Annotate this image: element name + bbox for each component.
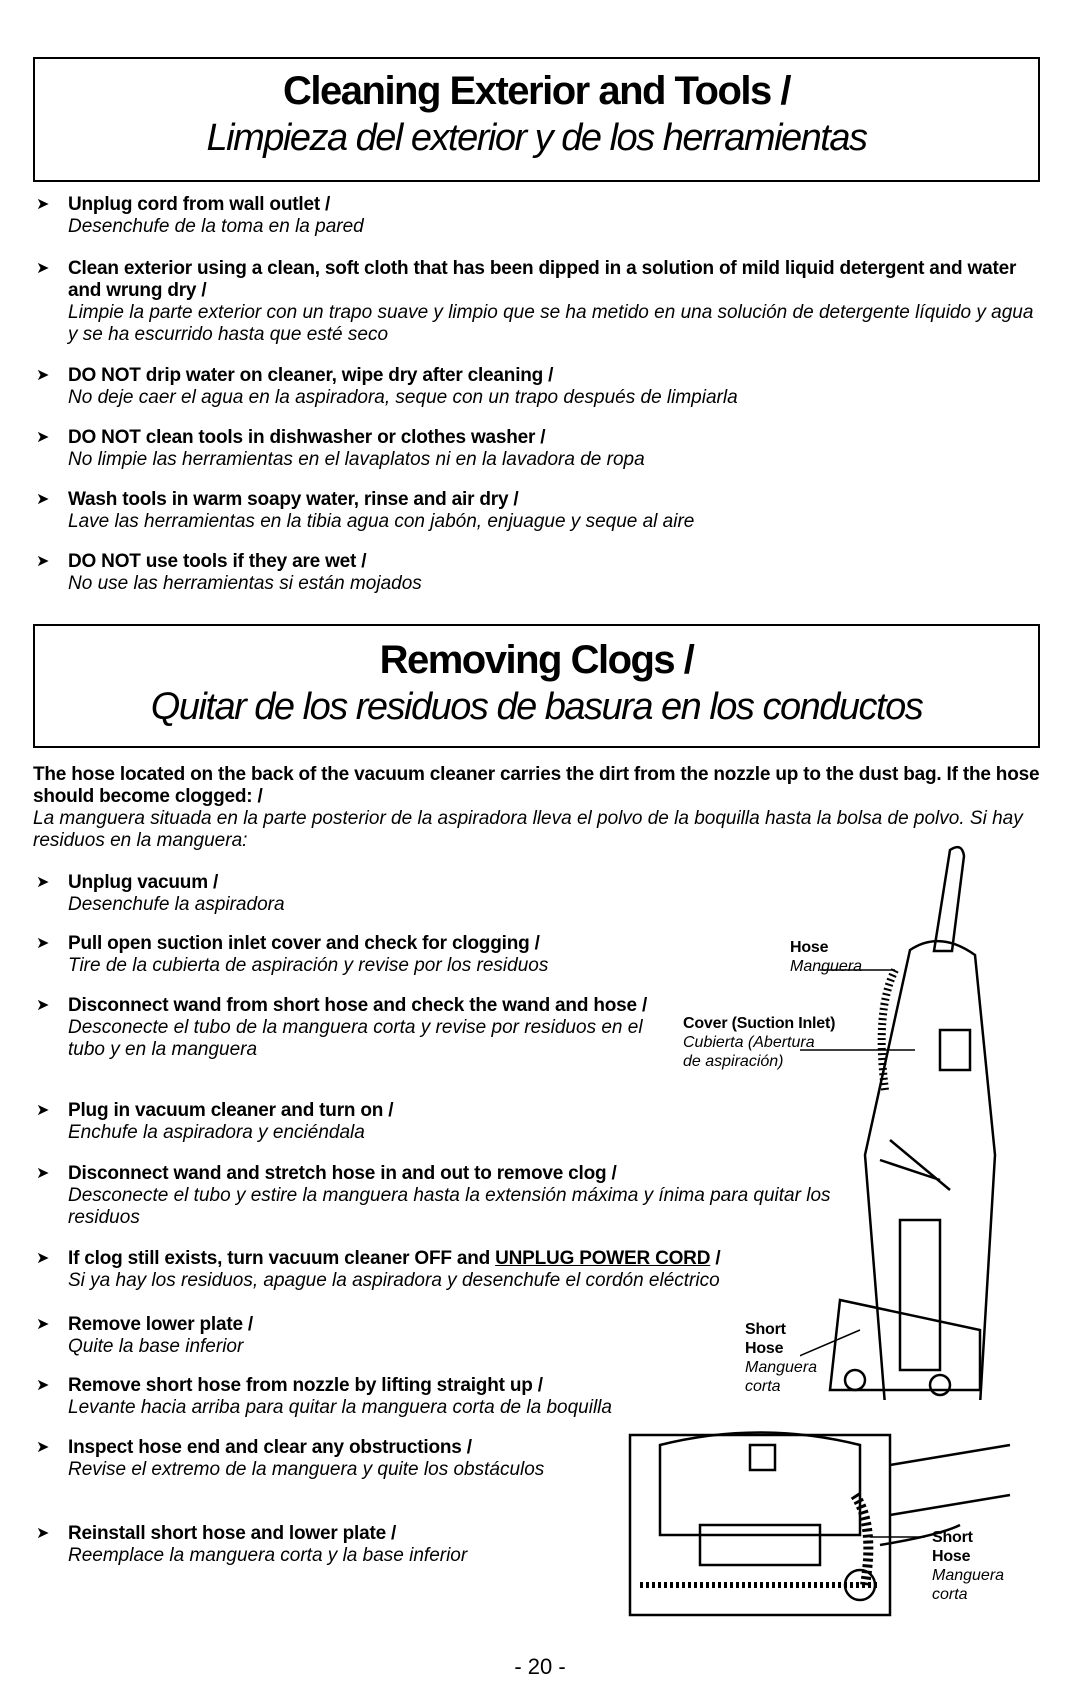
label-en: Cover (Suction Inlet) <box>683 1015 836 1032</box>
label-es: corta <box>932 1586 968 1603</box>
arrow-bullet-icon: ➤ <box>36 260 50 277</box>
item-es: Revise el extremo de la manguera y quite los obstáculos <box>68 1459 545 1480</box>
item-en: Disconnect wand from short hose and check the wand and hose / <box>68 995 648 1016</box>
arrow-bullet-icon: ➤ <box>36 367 50 384</box>
label-es: Manguera <box>745 1359 818 1376</box>
label-en: Short <box>932 1529 973 1546</box>
label-es: Cubierta (Abertura <box>683 1034 815 1051</box>
item-en-post: / <box>710 1248 721 1269</box>
list-item <box>36 1248 896 1292</box>
label-en: Hose <box>745 1340 784 1357</box>
item-es: Desenchufe de la toma en la pared <box>68 216 364 237</box>
item-en: DO NOT clean tools in dishwasher or clothes washer / <box>68 427 546 448</box>
title-es: Quitar de los residuos de basura en los conductos <box>150 686 923 728</box>
item-es: Reemplace la manguera corta y la base inferior <box>68 1545 468 1566</box>
label-es: Manguera <box>932 1567 1005 1584</box>
label-hose <box>790 938 862 976</box>
item-en: DO NOT use tools if they are wet / <box>68 551 367 572</box>
item-es: Enchufe la aspiradora y enciéndala <box>68 1122 365 1143</box>
item-es: Desconecte el tubo y estire la manguera hasta la extensión máxima y ínima para quitar los residuos <box>68 1185 831 1228</box>
list-item <box>36 365 1046 409</box>
item-es: Limpie la parte exterior con un trapo suave y limpio que se ha metido en una solución de detergente líquido y agua y se ha escurrido hasta que esté seco <box>68 302 1034 345</box>
item-en: Remove lower plate / <box>68 1314 254 1335</box>
item-en <box>68 1248 896 1270</box>
item-es: Desconecte el tubo de la manguera corta y revise por residuos en el tubo y en la manguera <box>68 1017 643 1060</box>
arrow-bullet-icon: ➤ <box>36 196 50 213</box>
list-item <box>36 427 1046 471</box>
arrow-bullet-icon: ➤ <box>36 1102 50 1119</box>
list-item <box>36 1523 636 1567</box>
arrow-bullet-icon: ➤ <box>36 429 50 446</box>
item-en: Disconnect wand and stretch hose in and out to remove clog / <box>68 1163 617 1184</box>
list-item <box>36 489 1046 533</box>
item-en: Reinstall short hose and lower plate / <box>68 1523 397 1544</box>
arrow-bullet-icon: ➤ <box>36 1439 50 1456</box>
list-item <box>36 872 736 916</box>
item-es: Levante hacia arriba para quitar la manguera corta de la boquilla <box>68 1397 612 1418</box>
list-item <box>36 194 1046 238</box>
title-en: Cleaning Exterior and Tools / <box>283 69 790 113</box>
label-es: Manguera <box>790 958 863 975</box>
label-en: Hose <box>790 939 829 956</box>
intro-es: La manguera situada en la parte posterior de la aspiradora lleva el polvo de la boquilla hasta la bolsa de polvo. Si hay residuos en la manguera: <box>33 808 1023 851</box>
label-short-hose-1 <box>745 1320 817 1396</box>
arrow-bullet-icon: ➤ <box>36 874 50 891</box>
item-en: Wash tools in warm soapy water, rinse and air dry / <box>68 489 519 510</box>
item-es: No deje caer el agua en la aspiradora, seque con un trapo después de limpiarla <box>68 387 738 408</box>
section-header-clogs <box>33 624 1040 748</box>
arrow-bullet-icon: ➤ <box>36 553 50 570</box>
list-item <box>36 1437 636 1481</box>
arrow-bullet-icon: ➤ <box>36 1377 50 1394</box>
arrow-bullet-icon: ➤ <box>36 997 50 1014</box>
label-short-hose-2 <box>932 1528 1004 1604</box>
arrow-bullet-icon: ➤ <box>36 935 50 952</box>
item-es: No use las herramientas si están mojados <box>68 573 422 594</box>
label-cover <box>683 1014 835 1071</box>
label-es: corta <box>745 1378 781 1395</box>
section-header-cleaning <box>33 57 1040 182</box>
label-en: Hose <box>932 1548 971 1565</box>
item-es: Si ya hay los residuos, apague la aspiradora y desenchufe el cordón eléctrico <box>68 1270 720 1291</box>
arrow-bullet-icon: ➤ <box>36 1165 50 1182</box>
arrow-bullet-icon: ➤ <box>36 1316 50 1333</box>
arrow-bullet-icon: ➤ <box>36 1525 50 1542</box>
title-en: Removing Clogs / <box>379 638 694 682</box>
arrow-bullet-icon: ➤ <box>36 491 50 508</box>
arrow-bullet-icon: ➤ <box>36 1250 50 1267</box>
list-item <box>36 1163 896 1229</box>
item-en-pre: If clog still exists, turn vacuum cleaner OFF and <box>68 1248 496 1269</box>
list-item <box>36 551 1046 595</box>
list-item <box>36 1100 736 1144</box>
label-es: de aspiración) <box>683 1053 784 1070</box>
list-item <box>36 1375 756 1419</box>
list-item <box>36 995 676 1061</box>
vacuum-upright-illustration <box>800 840 1060 1400</box>
item-en: Plug in vacuum cleaner and turn on / <box>68 1100 394 1121</box>
page-number: - 20 - <box>514 1654 566 1679</box>
item-es: Lave las herramientas en la tibia agua con jabón, enjuague y seque al aire <box>68 511 695 532</box>
item-es: Desenchufe la aspiradora <box>68 894 285 915</box>
item-en: Clean exterior using a clean, soft cloth that has been dipped in a solution of mild liquid detergent and water and wrung dry / <box>68 258 1017 301</box>
item-en-underlined: UNPLUG POWER CORD <box>495 1248 711 1269</box>
intro <box>33 764 1043 852</box>
item-en: DO NOT drip water on cleaner, wipe dry after cleaning / <box>68 365 554 386</box>
intro-en: The hose located on the back of the vacuum cleaner carries the dirt from the nozzle up to the dust bag. If the hose should become clogged: / <box>33 764 1040 807</box>
item-en: Pull open suction inlet cover and check for clogging / <box>68 933 540 954</box>
item-en: Inspect hose end and clear any obstructions / <box>68 1437 472 1458</box>
item-es: No limpie las herramientas en el lavaplatos ni en la lavadora de ropa <box>68 449 645 470</box>
item-en: Remove short hose from nozzle by lifting straight up / <box>68 1375 543 1396</box>
item-es: Tire de la cubierta de aspiración y revise por los residuos <box>68 955 549 976</box>
item-es: Quite la base inferior <box>68 1336 244 1357</box>
item-en: Unplug cord from wall outlet / <box>68 194 331 215</box>
list-item <box>36 933 736 977</box>
label-en: Short <box>745 1321 786 1338</box>
list-item <box>36 1314 736 1358</box>
item-en: Unplug vacuum / <box>68 872 219 893</box>
title-es: Limpieza del exterior y de los herramientas <box>206 117 867 159</box>
list-item <box>36 258 1046 346</box>
